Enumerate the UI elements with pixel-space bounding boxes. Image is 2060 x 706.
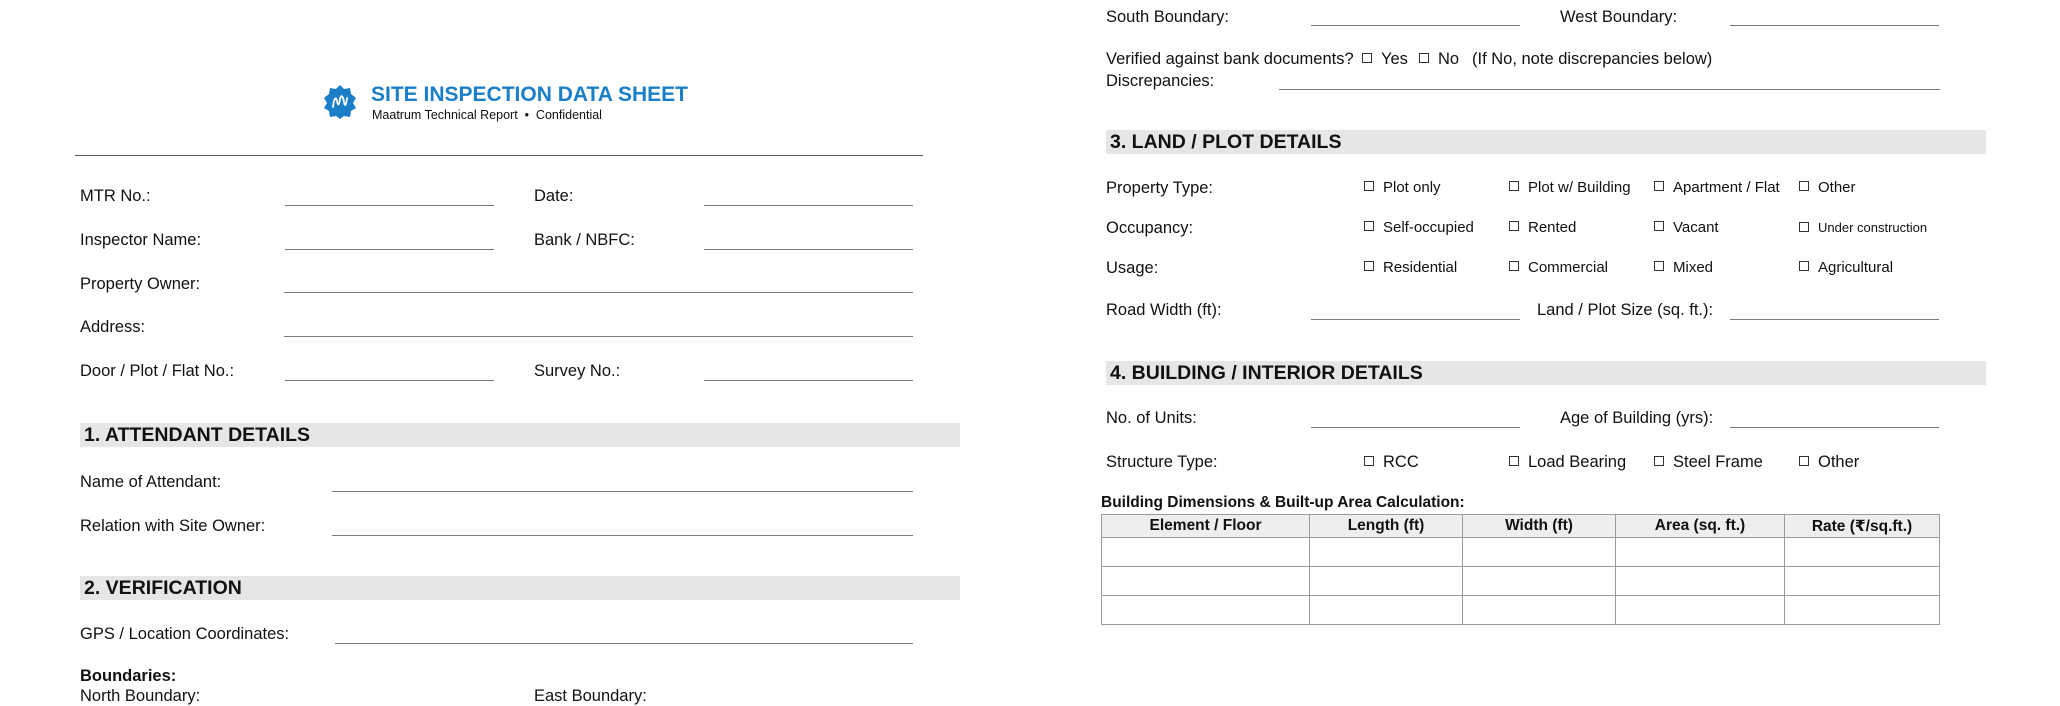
checkbox-icon (1364, 456, 1374, 466)
checkbox-icon (1799, 181, 1809, 191)
col-header-width: Width (ft) (1463, 515, 1616, 538)
age-field[interactable] (1730, 427, 1939, 428)
section-verification-heading: 2. VERIFICATION (80, 576, 960, 600)
property-owner-field[interactable] (284, 292, 913, 293)
units-field[interactable] (1311, 427, 1520, 428)
checkbox-icon (1419, 53, 1429, 63)
west-boundary-label: West Boundary: (1560, 8, 1678, 26)
col-header-length: Length (ft) (1310, 515, 1463, 538)
table-cell[interactable] (1785, 596, 1940, 625)
checkbox-icon (1654, 181, 1664, 191)
inspector-name-label: Inspector Name: (80, 231, 202, 249)
checkbox-icon (1509, 456, 1519, 466)
table-row (1102, 567, 1940, 596)
discrepancies-field[interactable] (1279, 89, 1940, 90)
dimensions-table (1101, 514, 1940, 625)
checkbox-icon (1799, 222, 1809, 232)
structure-load-bearing[interactable]: Load Bearing (1509, 452, 1626, 472)
checkbox-icon (1364, 221, 1374, 231)
structure-other[interactable]: Other (1799, 452, 1859, 472)
occupancy-self-occupied[interactable]: Self-occupied (1364, 218, 1474, 238)
survey-no-label: Survey No.: (534, 362, 621, 380)
address-label: Address: (80, 318, 146, 336)
discrepancies-label: Discrepancies: (1106, 72, 1215, 90)
plot-size-field[interactable] (1730, 319, 1939, 320)
property-type-plot-only[interactable]: Plot only (1364, 178, 1441, 198)
table-row (1102, 538, 1940, 567)
usage-agricultural[interactable]: Agricultural (1799, 258, 1893, 278)
bank-nbfc-label: Bank / NBFC: (534, 231, 635, 249)
col-header-element: Element / Floor (1102, 515, 1310, 538)
occupancy-under-construction[interactable]: Under construction (1799, 218, 1927, 238)
table-row (1102, 596, 1940, 625)
structure-type-label: Structure Type: (1106, 453, 1218, 471)
checkbox-icon (1799, 261, 1809, 271)
section-attendant-heading: 1. ATTENDANT DETAILS (80, 423, 960, 447)
section-building-heading: 4. BUILDING / INTERIOR DETAILS (1106, 361, 1986, 385)
gps-field[interactable] (335, 643, 913, 644)
table-cell[interactable] (1310, 567, 1463, 596)
occupancy-vacant[interactable]: Vacant (1654, 218, 1719, 238)
table-cell[interactable] (1616, 596, 1785, 625)
property-type-plot-building[interactable]: Plot w/ Building (1509, 178, 1631, 198)
section-land-plot-heading: 3. LAND / PLOT DETAILS (1106, 130, 1986, 154)
relation-label: Relation with Site Owner: (80, 517, 266, 535)
inspector-name-field[interactable] (285, 249, 494, 250)
boundaries-label: Boundaries: (80, 667, 177, 685)
property-type-label: Property Type: (1106, 179, 1214, 197)
verified-no-option[interactable]: No (1419, 49, 1459, 69)
relation-field[interactable] (332, 535, 913, 536)
verified-note: (If No, note discrepancies below) (1472, 50, 1713, 68)
col-header-area: Area (sq. ft.) (1616, 515, 1785, 538)
address-field[interactable] (284, 336, 913, 337)
checkbox-icon (1654, 221, 1664, 231)
mtr-no-label: MTR No.: (80, 187, 151, 205)
survey-no-field[interactable] (704, 380, 913, 381)
south-boundary-label: South Boundary: (1106, 8, 1229, 26)
checkbox-icon (1364, 181, 1374, 191)
checkbox-icon (1509, 181, 1519, 191)
occupancy-label: Occupancy: (1106, 219, 1194, 237)
structure-rcc[interactable]: RCC (1364, 452, 1419, 472)
age-label: Age of Building (yrs): (1560, 409, 1714, 427)
form-title: SITE INSPECTION DATA SHEET (371, 83, 688, 106)
col-header-rate: Rate (₹/sq.ft.) (1785, 515, 1940, 538)
table-cell[interactable] (1102, 567, 1310, 596)
table-cell[interactable] (1310, 538, 1463, 567)
checkbox-icon (1654, 261, 1664, 271)
property-owner-label: Property Owner: (80, 275, 201, 293)
checkbox-icon (1799, 456, 1809, 466)
property-type-apartment[interactable]: Apartment / Flat (1654, 178, 1780, 198)
structure-steel-frame[interactable]: Steel Frame (1654, 452, 1763, 472)
occupancy-rented[interactable]: Rented (1509, 218, 1576, 238)
road-width-field[interactable] (1311, 319, 1520, 320)
table-cell[interactable] (1463, 567, 1616, 596)
gps-label: GPS / Location Coordinates: (80, 625, 290, 643)
table-cell[interactable] (1102, 596, 1310, 625)
checkbox-icon (1509, 221, 1519, 231)
date-field[interactable] (704, 205, 913, 206)
table-cell[interactable] (1785, 538, 1940, 567)
east-boundary-label: East Boundary: (534, 687, 647, 705)
checkbox-icon (1364, 261, 1374, 271)
attendant-name-field[interactable] (332, 491, 913, 492)
table-cell[interactable] (1616, 538, 1785, 567)
door-plot-flat-field[interactable] (285, 380, 494, 381)
table-cell[interactable] (1616, 567, 1785, 596)
property-type-other[interactable]: Other (1799, 178, 1856, 198)
form-subtitle: Maatrum Technical Report • Confidential (372, 108, 602, 122)
table-cell[interactable] (1310, 596, 1463, 625)
usage-residential[interactable]: Residential (1364, 258, 1457, 278)
table-cell[interactable] (1463, 596, 1616, 625)
usage-mixed[interactable]: Mixed (1654, 258, 1713, 278)
dimensions-table-title: Building Dimensions & Built-up Area Calculation: (1101, 494, 1465, 511)
road-width-label: Road Width (ft): (1106, 301, 1222, 319)
bank-nbfc-field[interactable] (704, 249, 913, 250)
table-cell[interactable] (1785, 567, 1940, 596)
north-boundary-label: North Boundary: (80, 687, 201, 705)
table-cell[interactable] (1102, 538, 1310, 567)
table-header-row (1102, 515, 1940, 538)
checkbox-icon (1654, 456, 1664, 466)
usage-commercial[interactable]: Commercial (1509, 258, 1608, 278)
door-plot-flat-label: Door / Plot / Flat No.: (80, 362, 235, 380)
table-cell[interactable] (1463, 538, 1616, 567)
verified-yes-option[interactable]: Yes (1362, 49, 1408, 69)
date-label: Date: (534, 187, 574, 205)
mtr-no-field[interactable] (285, 205, 494, 206)
plot-size-label: Land / Plot Size (sq. ft.): (1537, 301, 1714, 319)
checkbox-icon (1509, 261, 1519, 271)
west-boundary-field[interactable] (1730, 25, 1939, 26)
units-label: No. of Units: (1106, 409, 1197, 427)
checkbox-icon (1362, 53, 1372, 63)
south-boundary-field[interactable] (1311, 25, 1520, 26)
attendant-name-label: Name of Attendant: (80, 473, 222, 491)
maatrum-badge-icon (322, 84, 358, 120)
verified-question: Verified against bank documents? (1106, 50, 1354, 68)
usage-label: Usage: (1106, 259, 1159, 277)
header-rule (75, 155, 923, 156)
